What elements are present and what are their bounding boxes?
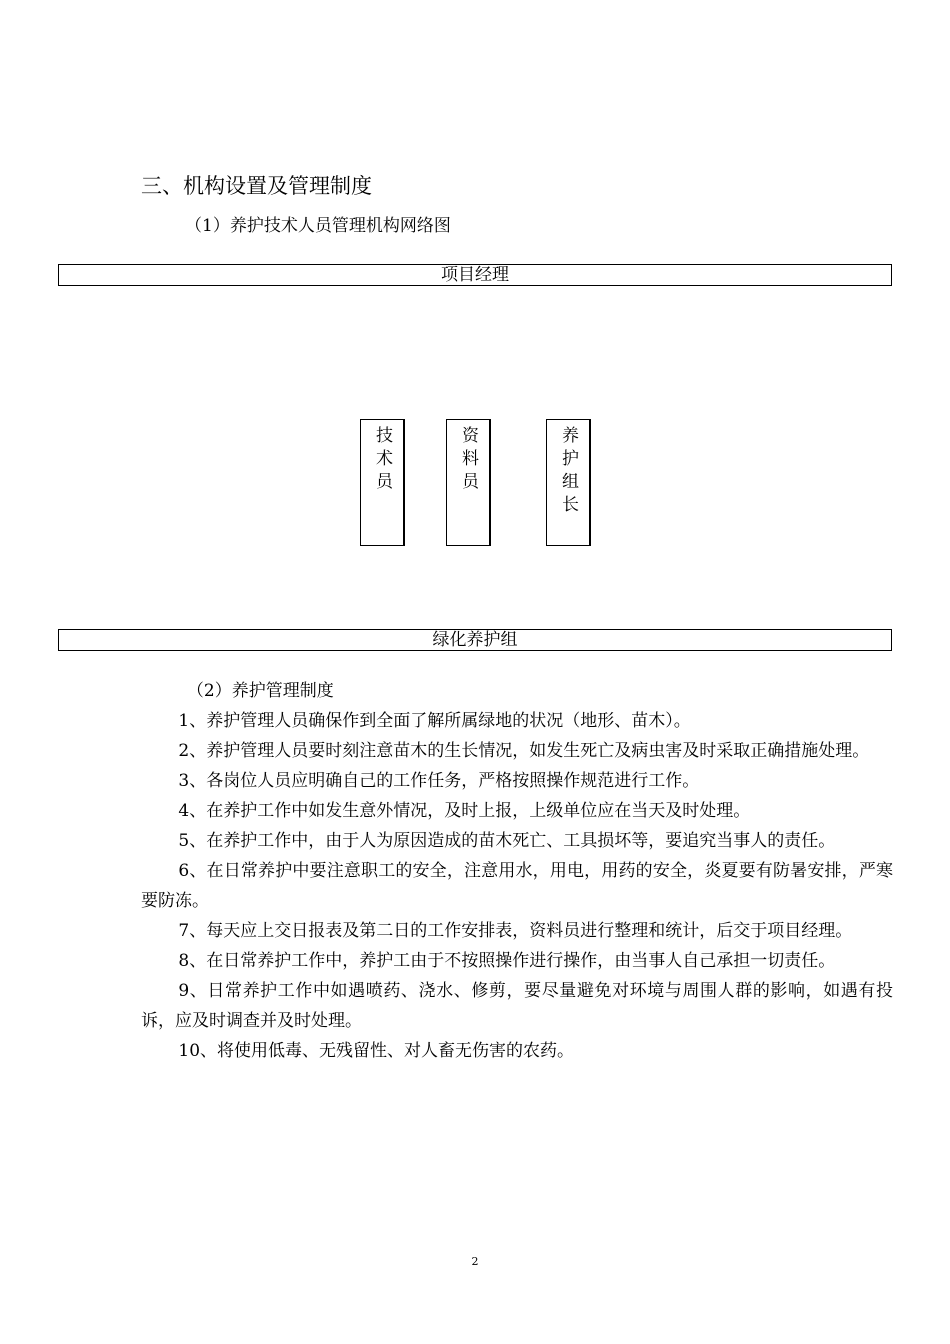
section-title: 三、机构设置及管理制度 xyxy=(141,174,372,198)
org-node-technician xyxy=(360,419,405,546)
rule-item: 4、在养护工作中如发生意外情况，及时上报，上级单位应在当天及时处理。 xyxy=(178,801,751,821)
org-node-label: 养护组长 xyxy=(558,426,578,518)
page-number: 2 xyxy=(471,1255,479,1268)
rule-item: 6、在日常养护中要注意职工的安全，注意用水，用电，用药的安全，炎夏要有防暑安排，严寒要防冻。 xyxy=(141,861,893,911)
rule-item: 8、在日常养护工作中，养护工由于不按照操作进行操作，由当事人自己承担一切责任。 xyxy=(178,951,836,971)
rule-item: 1、养护管理人员确保作到全面了解所属绿地的状况（地形、苗木）。 xyxy=(178,711,691,731)
rule-item: 9、日常养护工作中如遇喷药、浇水、修剪，要尽量避免对环境与周围人群的影响，如遇有投诉，应及时调查并及时处理。 xyxy=(141,981,893,1031)
org-chart-title: （1）养护技术人员管理机构网络图 xyxy=(185,216,451,236)
org-node-label: 资料员 xyxy=(458,426,478,495)
org-node-maintenance-team: 绿化养护组 xyxy=(58,629,892,651)
rule-item: 10、将使用低毒、无残留性、对人畜无伤害的农药。 xyxy=(178,1041,575,1061)
org-node-team-leader xyxy=(546,419,591,546)
org-node-records-clerk xyxy=(446,419,491,546)
org-node-label: 技术员 xyxy=(372,426,392,495)
rule-item: 7、每天应上交日报表及第二日的工作安排表，资料员进行整理和统计，后交于项目经理。 xyxy=(178,921,853,941)
org-node-project-manager: 项目经理 xyxy=(58,264,892,286)
rules-section xyxy=(141,676,893,1066)
rule-item: 2、养护管理人员要时刻注意苗木的生长情况，如发生死亡及病虫害及时采取正确措施处理。 xyxy=(178,741,870,761)
rules-title: （2）养护管理制度 xyxy=(186,681,334,701)
rule-item: 5、在养护工作中，由于人为原因造成的苗木死亡、工具损坏等，要追究当事人的责任。 xyxy=(178,831,836,851)
rule-item: 3、各岗位人员应明确自己的工作任务，严格按照操作规范进行工作。 xyxy=(178,771,700,791)
